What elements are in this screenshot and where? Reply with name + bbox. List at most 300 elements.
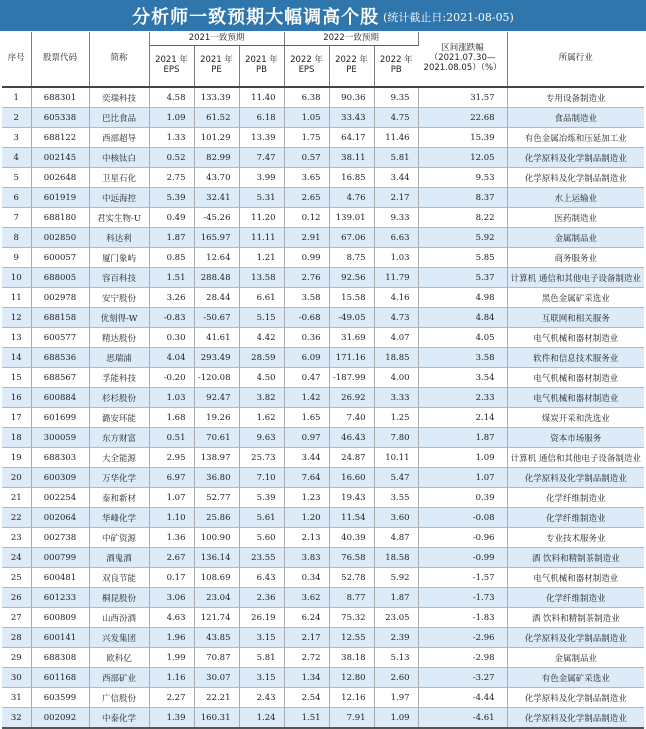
cell-pb-2022: 11.79 [374, 268, 418, 288]
cell-industry: 化学原料及化学制品制造业 [507, 168, 644, 188]
cell-code: 600884 [31, 388, 89, 408]
cell-pb-2021: 4.50 [239, 368, 284, 388]
cell-code: 002145 [31, 148, 89, 168]
cell-eps-2021: 4.04 [149, 348, 194, 368]
cell-pb-2022: 11.46 [374, 128, 418, 148]
page-subtitle: (统计截止日:2021-08-05) [383, 11, 514, 24]
cell-pe-2021: 36.80 [194, 468, 239, 488]
cell-eps-2021: 0.52 [149, 148, 194, 168]
cell-pb-2022: 23.05 [374, 608, 418, 628]
cell-industry: 电气机械和器材制造业 [507, 568, 644, 588]
cell-seq: 17 [2, 408, 31, 428]
cell-pb-2022: 10.11 [374, 448, 418, 468]
cell-change: 4.98 [418, 288, 507, 308]
cell-seq: 4 [2, 148, 31, 168]
cell-eps-2021: 1.96 [149, 628, 194, 648]
cell-name: 奕瑞科技 [89, 87, 149, 108]
cell-pb-2022: 18.85 [374, 348, 418, 368]
cell-eps-2021: 0.51 [149, 428, 194, 448]
cell-industry: 电气机械和器材制造业 [507, 368, 644, 388]
cell-eps-2021: 1.07 [149, 488, 194, 508]
cell-seq: 5 [2, 168, 31, 188]
cell-name: 巴比食品 [89, 108, 149, 128]
cell-pe-2022: 52.78 [329, 568, 374, 588]
cell-industry: 电气机械和器材制造业 [507, 328, 644, 348]
cell-pe-2022: 38.11 [329, 148, 374, 168]
cell-pe-2021: 12.64 [194, 248, 239, 268]
cell-pb-2021: 2.36 [239, 588, 284, 608]
cell-name: 潞安环能 [89, 408, 149, 428]
cell-eps-2021: 3.26 [149, 288, 194, 308]
header-industry: 所属行业 [507, 32, 644, 87]
cell-seq: 24 [2, 548, 31, 568]
cell-pb-2021: 28.59 [239, 348, 284, 368]
cell-pe-2021: 30.07 [194, 668, 239, 688]
cell-code: 688005 [31, 268, 89, 288]
cell-eps-2022: 1.65 [284, 408, 329, 428]
cell-pb-2021: 7.47 [239, 148, 284, 168]
cell-pe-2021: 32.41 [194, 188, 239, 208]
cell-pb-2021: 4.42 [239, 328, 284, 348]
cell-eps-2022: 0.47 [284, 368, 329, 388]
cell-change: 3.58 [418, 348, 507, 368]
table-row [2, 168, 644, 188]
cell-pb-2022: 7.80 [374, 428, 418, 448]
cell-seq: 29 [2, 648, 31, 668]
cell-industry: 电气机械和器材制造业 [507, 388, 644, 408]
cell-seq: 13 [2, 328, 31, 348]
cell-industry: 黑色金属矿采选业 [507, 288, 644, 308]
cell-name: 优刻得-W [89, 308, 149, 328]
cell-change: -4.44 [418, 688, 507, 708]
cell-eps-2022: 0.99 [284, 248, 329, 268]
cell-eps-2021: 2.75 [149, 168, 194, 188]
cell-change: 5.85 [418, 248, 507, 268]
cell-eps-2022: 0.57 [284, 148, 329, 168]
table-row [2, 568, 644, 588]
cell-pb-2022: 2.60 [374, 668, 418, 688]
cell-pb-2021: 25.73 [239, 448, 284, 468]
cell-change: -0.08 [418, 508, 507, 528]
cell-pb-2021: 1.24 [239, 708, 284, 729]
table-row [2, 428, 644, 448]
cell-pe-2022: 26.92 [329, 388, 374, 408]
cell-pb-2021: 5.31 [239, 188, 284, 208]
cell-pe-2021: -45.26 [194, 208, 239, 228]
cell-name: 东方财富 [89, 428, 149, 448]
cell-pb-2021: 5.81 [239, 648, 284, 668]
table-row [2, 688, 644, 708]
cell-name: 中泰化学 [89, 708, 149, 729]
cell-code: 688301 [31, 87, 89, 108]
cell-pe-2022: 46.43 [329, 428, 374, 448]
cell-pe-2022: 16.60 [329, 468, 374, 488]
cell-pe-2021: 101.29 [194, 128, 239, 148]
table-row [2, 308, 644, 328]
cell-pe-2021: 100.90 [194, 528, 239, 548]
cell-eps-2021: 2.67 [149, 548, 194, 568]
cell-name: 安宁股份 [89, 288, 149, 308]
cell-seq: 28 [2, 628, 31, 648]
cell-code: 688308 [31, 648, 89, 668]
cell-industry: 计算机 通信和其他电子设备制造业 [507, 268, 644, 288]
cell-seq: 19 [2, 448, 31, 468]
cell-eps-2021: -0.20 [149, 368, 194, 388]
cell-pe-2022: 12.55 [329, 628, 374, 648]
cell-pb-2022: 4.00 [374, 368, 418, 388]
cell-pb-2022: 18.58 [374, 548, 418, 568]
cell-eps-2021: 0.49 [149, 208, 194, 228]
cell-eps-2022: 6.24 [284, 608, 329, 628]
cell-name: 山西汾酒 [89, 608, 149, 628]
cell-code: 688536 [31, 348, 89, 368]
cell-eps-2021: 1.68 [149, 408, 194, 428]
cell-seq: 20 [2, 468, 31, 488]
header-row-groups [2, 32, 644, 46]
cell-name: 西部矿业 [89, 668, 149, 688]
title-bar [0, 0, 646, 31]
cell-change: -0.96 [418, 528, 507, 548]
cell-pb-2022: 1.87 [374, 588, 418, 608]
cell-industry: 酒 饮料和精制茶制造业 [507, 608, 644, 628]
cell-pe-2021: 288.48 [194, 268, 239, 288]
cell-change: 31.57 [418, 87, 507, 108]
table-row [2, 528, 644, 548]
cell-seq: 18 [2, 428, 31, 448]
cell-eps-2021: 1.51 [149, 268, 194, 288]
cell-industry: 化学原料及化学制品制造业 [507, 148, 644, 168]
table-row [2, 328, 644, 348]
cell-pe-2022: 7.40 [329, 408, 374, 428]
header-group-2021: 2021一致预期 [149, 32, 284, 46]
cell-pb-2022: 4.75 [374, 108, 418, 128]
cell-pe-2021: 70.61 [194, 428, 239, 448]
cell-industry: 化学原料及化学制品制造业 [507, 708, 644, 729]
cell-eps-2021: 0.17 [149, 568, 194, 588]
cell-pe-2022: 90.36 [329, 87, 374, 108]
cell-pe-2022: 92.56 [329, 268, 374, 288]
cell-code: 600141 [31, 628, 89, 648]
cell-pe-2022: 12.80 [329, 668, 374, 688]
cell-pe-2021: 61.52 [194, 108, 239, 128]
cell-eps-2022: 6.09 [284, 348, 329, 368]
cell-seq: 22 [2, 508, 31, 528]
cell-pe-2021: -120.08 [194, 368, 239, 388]
cell-pb-2022: 6.63 [374, 228, 418, 248]
table-row [2, 348, 644, 368]
table-row [2, 148, 644, 168]
cell-industry: 金属制品业 [507, 648, 644, 668]
cell-pe-2022: 75.32 [329, 608, 374, 628]
header-seq: 序号 [2, 32, 31, 87]
cell-eps-2022: 1.23 [284, 488, 329, 508]
cell-name: 思瑞浦 [89, 348, 149, 368]
cell-pe-2021: 108.69 [194, 568, 239, 588]
cell-eps-2021: 3.06 [149, 588, 194, 608]
cell-eps-2021: 1.09 [149, 108, 194, 128]
cell-industry: 食品制造业 [507, 108, 644, 128]
cell-name: 中远海控 [89, 188, 149, 208]
cell-pb-2022: 4.16 [374, 288, 418, 308]
cell-code: 600057 [31, 248, 89, 268]
cell-eps-2022: 1.34 [284, 668, 329, 688]
cell-eps-2022: 0.36 [284, 328, 329, 348]
cell-code: 300059 [31, 428, 89, 448]
cell-pe-2022: 11.54 [329, 508, 374, 528]
cell-pb-2021: 13.58 [239, 268, 284, 288]
header-code: 股票代码 [31, 32, 89, 87]
cell-pe-2022: 76.58 [329, 548, 374, 568]
cell-name: 大全能源 [89, 448, 149, 468]
cell-change: 1.09 [418, 448, 507, 468]
cell-code: 601233 [31, 588, 89, 608]
cell-industry: 资本市场服务 [507, 428, 644, 448]
cell-eps-2021: 4.58 [149, 87, 194, 108]
cell-pe-2021: 160.31 [194, 708, 239, 729]
table-row [2, 368, 644, 388]
cell-pb-2021: 26.19 [239, 608, 284, 628]
cell-eps-2022: 1.51 [284, 708, 329, 729]
cell-seq: 10 [2, 268, 31, 288]
cell-pe-2022: 33.43 [329, 108, 374, 128]
table-row [2, 628, 644, 648]
cell-pe-2021: 25.86 [194, 508, 239, 528]
cell-pb-2021: 5.60 [239, 528, 284, 548]
cell-industry: 化学原料及化学制品制造业 [507, 688, 644, 708]
cell-pb-2021: 5.61 [239, 508, 284, 528]
cell-eps-2021: 5.39 [149, 188, 194, 208]
cell-eps-2022: 2.65 [284, 188, 329, 208]
cell-eps-2022: 1.75 [284, 128, 329, 148]
cell-change: 8.37 [418, 188, 507, 208]
cell-pb-2022: 2.17 [374, 188, 418, 208]
cell-code: 688158 [31, 308, 89, 328]
cell-pe-2021: 43.85 [194, 628, 239, 648]
cell-pb-2021: 6.43 [239, 568, 284, 588]
cell-name: 中核钛白 [89, 148, 149, 168]
cell-eps-2022: 3.58 [284, 288, 329, 308]
cell-change: 1.07 [418, 468, 507, 488]
cell-pb-2021: 11.40 [239, 87, 284, 108]
cell-pb-2021: 1.21 [239, 248, 284, 268]
cell-pb-2021: 11.11 [239, 228, 284, 248]
cell-pb-2022: 4.73 [374, 308, 418, 328]
cell-seq: 9 [2, 248, 31, 268]
cell-eps-2021: 1.16 [149, 668, 194, 688]
cell-change: -0.99 [418, 548, 507, 568]
cell-pe-2021: 70.87 [194, 648, 239, 668]
cell-pe-2021: 52.77 [194, 488, 239, 508]
cell-pe-2021: 165.97 [194, 228, 239, 248]
cell-seq: 7 [2, 208, 31, 228]
table-row [2, 188, 644, 208]
cell-pb-2021: 5.39 [239, 488, 284, 508]
cell-pe-2021: 92.47 [194, 388, 239, 408]
header-pb-2022: 2022 年 PB [374, 46, 418, 88]
cell-pb-2022: 5.13 [374, 648, 418, 668]
cell-pb-2021: 3.99 [239, 168, 284, 188]
cell-pb-2022: 1.03 [374, 248, 418, 268]
cell-name: 酒鬼酒 [89, 548, 149, 568]
cell-name: 君实生物-U [89, 208, 149, 228]
cell-seq: 25 [2, 568, 31, 588]
cell-eps-2022: 3.62 [284, 588, 329, 608]
cell-pe-2021: 41.61 [194, 328, 239, 348]
cell-pb-2021: 3.15 [239, 628, 284, 648]
cell-pb-2022: 5.92 [374, 568, 418, 588]
cell-industry: 化学原料及化学制品制造业 [507, 628, 644, 648]
cell-seq: 21 [2, 488, 31, 508]
cell-seq: 1 [2, 87, 31, 108]
cell-name: 兴发集团 [89, 628, 149, 648]
cell-industry: 有色金属冶炼和压延加工业 [507, 128, 644, 148]
cell-eps-2022: 7.64 [284, 468, 329, 488]
cell-seq: 2 [2, 108, 31, 128]
header-group-2022: 2022一致预期 [284, 32, 418, 46]
cell-change: -2.96 [418, 628, 507, 648]
cell-pe-2022: 8.77 [329, 588, 374, 608]
header-pe-2021: 2021 年 PE [194, 46, 239, 88]
cell-pe-2022: 40.39 [329, 528, 374, 548]
cell-code: 002978 [31, 288, 89, 308]
cell-eps-2022: 0.97 [284, 428, 329, 448]
cell-pe-2022: 31.69 [329, 328, 374, 348]
cell-pe-2022: 171.16 [329, 348, 374, 368]
cell-seq: 12 [2, 308, 31, 328]
cell-pb-2022: 1.09 [374, 708, 418, 729]
cell-pb-2021: 6.18 [239, 108, 284, 128]
cell-change: 12.05 [418, 148, 507, 168]
cell-eps-2022: 2.91 [284, 228, 329, 248]
cell-pb-2022: 5.81 [374, 148, 418, 168]
cell-name: 科达利 [89, 228, 149, 248]
cell-eps-2022: 3.44 [284, 448, 329, 468]
cell-pe-2021: 136.14 [194, 548, 239, 568]
cell-industry: 软件和信息技术服务业 [507, 348, 644, 368]
cell-seq: 16 [2, 388, 31, 408]
cell-code: 688180 [31, 208, 89, 228]
cell-pb-2021: 3.15 [239, 668, 284, 688]
cell-name: 泰和新材 [89, 488, 149, 508]
cell-name: 厦门象屿 [89, 248, 149, 268]
cell-eps-2022: 2.17 [284, 628, 329, 648]
cell-eps-2021: 2.27 [149, 688, 194, 708]
cell-name: 广信股份 [89, 688, 149, 708]
cell-pe-2021: 22.21 [194, 688, 239, 708]
cell-change: 15.39 [418, 128, 507, 148]
cell-change: 4.05 [418, 328, 507, 348]
cell-seq: 32 [2, 708, 31, 729]
cell-change: 3.54 [418, 368, 507, 388]
cell-pb-2022: 2.39 [374, 628, 418, 648]
table-row [2, 208, 644, 228]
cell-pe-2022: 4.76 [329, 188, 374, 208]
cell-eps-2021: 0.30 [149, 328, 194, 348]
cell-pb-2022: 4.07 [374, 328, 418, 348]
table-row [2, 468, 644, 488]
table-row [2, 708, 644, 729]
cell-change: -3.27 [418, 668, 507, 688]
cell-code: 002648 [31, 168, 89, 188]
table-row [2, 128, 644, 148]
cell-eps-2022: 2.76 [284, 268, 329, 288]
cell-name: 万华化学 [89, 468, 149, 488]
cell-pb-2021: 6.61 [239, 288, 284, 308]
cell-eps-2022: -0.68 [284, 308, 329, 328]
cell-pb-2022: 1.25 [374, 408, 418, 428]
cell-pe-2022: 64.17 [329, 128, 374, 148]
cell-eps-2022: 1.42 [284, 388, 329, 408]
cell-change: 2.14 [418, 408, 507, 428]
page-title: 分析师一致预期大幅调高个股 [132, 6, 380, 28]
cell-code: 601699 [31, 408, 89, 428]
cell-eps-2021: 4.63 [149, 608, 194, 628]
cell-name: 精达股份 [89, 328, 149, 348]
cell-eps-2021: 2.95 [149, 448, 194, 468]
cell-eps-2022: 0.34 [284, 568, 329, 588]
table-row [2, 87, 644, 108]
cell-code: 000799 [31, 548, 89, 568]
cell-eps-2021: 0.85 [149, 248, 194, 268]
cell-industry: 有色金属矿采选业 [507, 668, 644, 688]
cell-pe-2022: 16.85 [329, 168, 374, 188]
table-row [2, 288, 644, 308]
cell-eps-2021: 1.10 [149, 508, 194, 528]
cell-name: 卫星石化 [89, 168, 149, 188]
cell-pe-2021: 138.97 [194, 448, 239, 468]
table-row [2, 108, 644, 128]
cell-pb-2022: 3.55 [374, 488, 418, 508]
table-row [2, 588, 644, 608]
cell-change: -1.57 [418, 568, 507, 588]
table-row [2, 408, 644, 428]
header-eps-2021: 2021 年 EPS [149, 46, 194, 88]
cell-industry: 互联网和相关服务 [507, 308, 644, 328]
cell-industry: 煤炭开采和洗选业 [507, 408, 644, 428]
cell-industry: 化学纤维制造业 [507, 488, 644, 508]
cell-pe-2021: 28.44 [194, 288, 239, 308]
cell-pe-2022: -187.99 [329, 368, 374, 388]
cell-code: 688122 [31, 128, 89, 148]
cell-industry: 化学纤维制造业 [507, 588, 644, 608]
table-row [2, 248, 644, 268]
stock-table [2, 32, 644, 729]
cell-eps-2022: 1.05 [284, 108, 329, 128]
cell-industry: 酒 饮料和精制茶制造业 [507, 548, 644, 568]
cell-pe-2021: 19.26 [194, 408, 239, 428]
cell-pe-2022: 7.91 [329, 708, 374, 729]
cell-code: 605338 [31, 108, 89, 128]
cell-code: 600809 [31, 608, 89, 628]
cell-name: 桐昆股份 [89, 588, 149, 608]
cell-pe-2021: 293.49 [194, 348, 239, 368]
cell-seq: 30 [2, 668, 31, 688]
cell-seq: 31 [2, 688, 31, 708]
header-change: 区间涨跌幅（2021.07.30—2021.08.05）（%） [418, 32, 507, 87]
cell-eps-2022: 0.12 [284, 208, 329, 228]
cell-pb-2021: 2.43 [239, 688, 284, 708]
table-row [2, 488, 644, 508]
cell-code: 600481 [31, 568, 89, 588]
cell-code: 600309 [31, 468, 89, 488]
cell-eps-2021: 1.99 [149, 648, 194, 668]
cell-eps-2022: 6.38 [284, 87, 329, 108]
cell-pb-2021: 7.10 [239, 468, 284, 488]
cell-pe-2022: 15.58 [329, 288, 374, 308]
cell-pb-2022: 3.44 [374, 168, 418, 188]
cell-change: 5.92 [418, 228, 507, 248]
cell-pe-2021: 43.70 [194, 168, 239, 188]
